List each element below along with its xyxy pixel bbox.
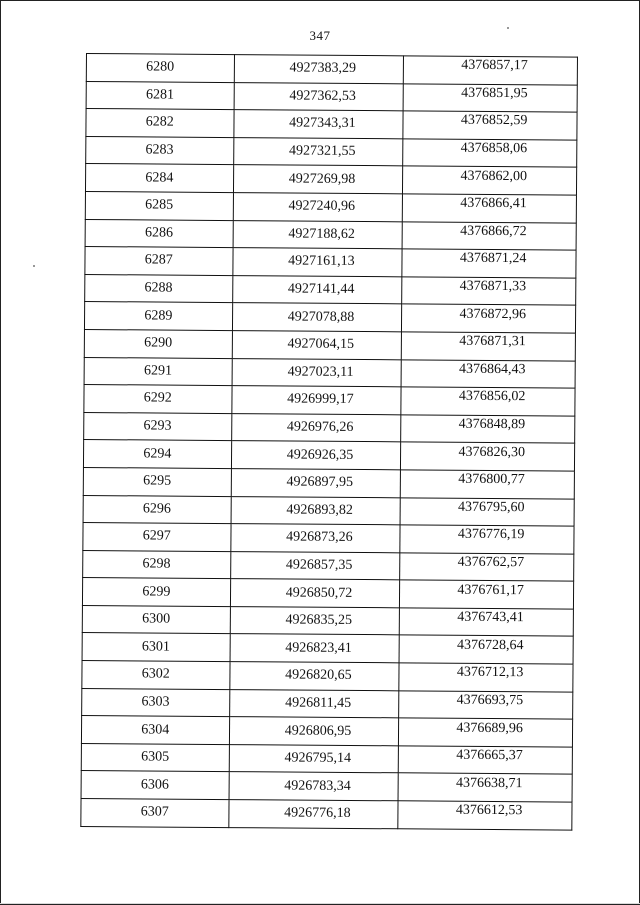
table-row: [83, 467, 574, 498]
x-coordinate-value: 4926976,26: [286, 419, 354, 435]
point-id-value: 6295: [143, 473, 172, 489]
table-row: [82, 661, 573, 692]
x-coordinate-cell: [228, 800, 398, 829]
y-coordinate-cell: [402, 277, 576, 306]
x-coordinate-value: 4927161,13: [288, 253, 355, 270]
point-id-cell: [82, 605, 230, 634]
point-id-cell: [83, 440, 231, 469]
point-id-cell: [82, 688, 230, 717]
y-coordinate-value: 4376612,53: [455, 803, 523, 819]
x-coordinate-value: 4927078,88: [287, 309, 355, 325]
x-coordinate-cell: [231, 468, 401, 497]
point-id-value: 6300: [142, 611, 171, 627]
x-coordinate-cell: [233, 165, 403, 194]
coordinates-table-body: [81, 54, 578, 830]
y-coordinate-value: 4376862,00: [460, 168, 528, 184]
point-id-cell: [85, 219, 233, 248]
y-coordinate-cell: [398, 773, 572, 802]
table-row: [85, 191, 576, 222]
point-id-value: 6307: [140, 804, 169, 820]
table-row: [83, 440, 574, 471]
point-id-value: 6280: [146, 59, 175, 75]
x-coordinate-value: 4926783,34: [284, 778, 351, 794]
table-row: [85, 274, 576, 305]
x-coordinate-value: 4926820,65: [285, 667, 352, 684]
x-coordinate-value: 4926835,25: [285, 612, 353, 629]
point-id-value: 6287: [144, 252, 173, 269]
y-coordinate-cell: [401, 442, 575, 471]
table-row: [86, 109, 577, 140]
y-coordinate-value: 4376665,37: [456, 747, 523, 764]
y-coordinate-value: 4376851,95: [461, 85, 528, 102]
point-id-cell: [81, 743, 229, 772]
x-coordinate-cell: [230, 634, 400, 663]
table-row: [82, 605, 573, 636]
y-coordinate-cell: [400, 497, 574, 526]
y-coordinate-cell: [403, 166, 577, 195]
table-row: [81, 743, 572, 774]
x-coordinate-cell: [230, 579, 400, 608]
x-coordinate-value: 4927362,53: [289, 88, 356, 104]
x-coordinate-value: 4926795,14: [284, 750, 352, 767]
y-coordinate-value: 4376872,96: [459, 306, 527, 322]
x-coordinate-cell: [231, 496, 401, 525]
x-coordinate-value: 4927343,31: [289, 115, 356, 132]
y-coordinate-cell: [402, 332, 576, 361]
x-coordinate-value: 4927141,44: [287, 281, 355, 298]
y-coordinate-value: 4376743,41: [457, 609, 524, 626]
table-row: [83, 523, 574, 554]
point-id-value: 6298: [142, 556, 171, 572]
table-row: [82, 633, 573, 664]
y-coordinate-cell: [401, 387, 575, 416]
point-id-value: 6294: [143, 446, 172, 462]
y-coordinate-cell: [403, 139, 577, 168]
x-coordinate-cell: [229, 717, 399, 746]
y-coordinate-value: 4376848,89: [458, 416, 526, 433]
table-row: [85, 247, 576, 278]
point-id-value: 6303: [141, 694, 170, 710]
point-id-value: 6285: [145, 197, 174, 213]
table-row: [86, 81, 577, 112]
x-coordinate-value: 4927240,96: [288, 198, 356, 215]
y-coordinate-cell: [401, 359, 575, 388]
x-coordinate-cell: [234, 55, 404, 84]
point-id-value: 6292: [143, 390, 172, 407]
x-coordinate-value: 4926850,72: [285, 585, 353, 601]
table-row: [81, 716, 572, 747]
x-coordinate-cell: [233, 220, 403, 249]
table-row: [82, 578, 573, 609]
point-id-cell: [86, 136, 234, 165]
point-id-value: 6296: [142, 501, 172, 517]
x-coordinate-cell: [232, 303, 402, 332]
table-row: [81, 771, 572, 802]
point-id-value: 6305: [141, 749, 170, 765]
x-coordinate-value: 4926823,41: [285, 640, 352, 656]
y-coordinate-value: 4376689,96: [456, 720, 524, 736]
table-row: [82, 688, 573, 719]
y-coordinate-cell: [399, 663, 573, 692]
y-coordinate-value: 4376864,43: [459, 361, 526, 378]
point-id-cell: [85, 274, 233, 303]
y-coordinate-value: 4376871,31: [459, 333, 526, 350]
y-coordinate-cell: [399, 635, 573, 664]
point-id-cell: [82, 633, 230, 662]
y-coordinate-value: 4376728,64: [457, 637, 524, 653]
y-coordinate-value: 4376795,60: [458, 499, 525, 516]
table-row: [84, 385, 575, 416]
table-row: [84, 357, 575, 388]
y-coordinate-cell: [401, 415, 575, 444]
y-coordinate-cell: [402, 249, 576, 278]
y-coordinate-cell: [404, 56, 578, 85]
x-coordinate-cell: [234, 82, 404, 111]
y-coordinate-value: 4376826,30: [458, 444, 526, 460]
point-id-cell: [84, 385, 232, 414]
point-id-value: 6289: [144, 308, 173, 324]
x-coordinate-value: 4927321,55: [288, 143, 356, 160]
y-coordinate-value: 4376856,02: [458, 389, 526, 405]
y-coordinate-cell: [403, 194, 577, 223]
point-id-value: 6281: [145, 87, 175, 103]
y-coordinate-cell: [401, 470, 575, 499]
y-coordinate-cell: [400, 608, 574, 637]
y-coordinate-cell: [403, 83, 577, 112]
x-coordinate-value: 4926857,35: [285, 557, 353, 573]
y-coordinate-cell: [400, 553, 574, 582]
x-coordinate-value: 4926811,45: [285, 695, 352, 711]
y-coordinate-cell: [399, 746, 573, 775]
table-row: [84, 302, 575, 333]
point-id-cell: [86, 81, 234, 110]
y-coordinate-cell: [400, 580, 574, 609]
point-id-value: 6291: [143, 363, 173, 379]
point-id-value: 6290: [144, 335, 173, 351]
point-id-cell: [83, 550, 231, 579]
table-row: [84, 412, 575, 443]
point-id-cell: [85, 164, 233, 193]
point-id-cell: [84, 412, 232, 441]
y-coordinate-value: 4376871,24: [459, 251, 527, 267]
point-id-cell: [84, 329, 232, 358]
x-coordinate-value: 4927383,29: [289, 60, 357, 77]
point-id-value: 6302: [141, 666, 170, 682]
point-id-cell: [81, 716, 229, 745]
x-coordinate-cell: [229, 689, 399, 718]
x-coordinate-cell: [232, 275, 402, 304]
point-id-value: 6293: [143, 418, 172, 434]
scan-speck: [33, 265, 35, 267]
table-row: [81, 799, 572, 830]
x-coordinate-cell: [231, 386, 401, 415]
y-coordinate-cell: [403, 111, 577, 140]
y-coordinate-value: 4376871,33: [459, 278, 527, 295]
point-id-value: 6301: [141, 639, 171, 655]
point-id-cell: [83, 467, 231, 496]
coordinates-table: [80, 53, 578, 830]
point-id-cell: [82, 661, 230, 690]
y-coordinate-value: 4376857,17: [461, 58, 528, 74]
y-coordinate-value: 4376858,06: [460, 140, 528, 157]
point-id-cell: [86, 54, 234, 83]
y-coordinate-value: 4376866,72: [460, 223, 527, 240]
x-coordinate-value: 4927188,62: [288, 226, 355, 242]
x-coordinate-value: 4927064,15: [287, 336, 355, 353]
y-coordinate-value: 4376866,41: [460, 196, 527, 212]
table-row: [85, 164, 576, 195]
x-coordinate-value: 4927023,11: [287, 364, 354, 380]
point-id-value: 6306: [140, 777, 169, 793]
x-coordinate-value: 4926873,26: [286, 529, 353, 546]
x-coordinate-cell: [232, 331, 402, 360]
point-id-cell: [84, 302, 232, 331]
y-coordinate-value: 4376761,17: [457, 582, 525, 598]
point-id-cell: [84, 357, 232, 386]
y-coordinate-cell: [402, 304, 576, 333]
point-id-cell: [81, 771, 229, 800]
point-id-value: 6282: [145, 114, 174, 131]
point-id-cell: [86, 109, 234, 138]
x-coordinate-value: 4926806,95: [284, 723, 352, 739]
point-id-value: 6284: [145, 170, 174, 186]
y-coordinate-value: 4376852,59: [460, 113, 528, 129]
y-coordinate-value: 4376712,13: [456, 665, 524, 681]
x-coordinate-cell: [229, 772, 399, 801]
table-row: [84, 329, 575, 360]
y-coordinate-value: 4376762,57: [457, 554, 525, 571]
x-coordinate-value: 4926893,82: [286, 502, 353, 518]
y-coordinate-value: 4376776,19: [457, 527, 525, 543]
x-coordinate-cell: [232, 248, 402, 277]
point-id-cell: [83, 523, 231, 552]
scan-speck: [507, 27, 509, 29]
y-coordinate-cell: [399, 718, 573, 747]
table-row: [83, 550, 574, 581]
table-row: [86, 54, 577, 85]
y-coordinate-cell: [400, 525, 574, 554]
point-id-value: 6297: [142, 528, 171, 545]
x-coordinate-cell: [230, 606, 400, 635]
y-coordinate-cell: [399, 690, 573, 719]
point-id-value: 6286: [144, 225, 174, 241]
point-id-value: 6304: [141, 721, 170, 738]
point-id-cell: [81, 799, 229, 828]
x-coordinate-cell: [233, 110, 403, 139]
x-coordinate-cell: [230, 524, 400, 553]
x-coordinate-cell: [231, 413, 401, 442]
table-row: [86, 136, 577, 167]
table-row: [85, 219, 576, 250]
point-id-cell: [82, 578, 230, 607]
table-row: [83, 495, 574, 526]
y-coordinate-value: 4376638,71: [455, 775, 523, 791]
x-coordinate-value: 4926776,18: [284, 805, 351, 822]
x-coordinate-value: 4926999,17: [287, 391, 354, 408]
x-coordinate-cell: [229, 662, 399, 691]
x-coordinate-cell: [233, 193, 403, 222]
point-id-value: 6299: [142, 584, 171, 600]
scan-edge-line: [0, 903, 640, 904]
x-coordinate-cell: [232, 358, 402, 387]
point-id-cell: [83, 495, 231, 524]
y-coordinate-value: 4376800,77: [458, 471, 525, 488]
x-coordinate-cell: [233, 137, 403, 166]
point-id-cell: [85, 247, 233, 276]
x-coordinate-value: 4926926,35: [286, 447, 354, 463]
point-id-value: 6283: [145, 142, 174, 158]
y-coordinate-cell: [398, 801, 572, 830]
x-coordinate-cell: [230, 551, 400, 580]
x-coordinate-value: 4927269,98: [288, 171, 356, 187]
x-coordinate-value: 4926897,95: [286, 474, 354, 491]
x-coordinate-cell: [231, 441, 401, 470]
page-number: 347: [309, 28, 331, 43]
point-id-cell: [85, 191, 233, 220]
x-coordinate-cell: [229, 744, 399, 773]
y-coordinate-cell: [402, 221, 576, 250]
point-id-value: 6288: [144, 280, 173, 296]
y-coordinate-value: 4376693,75: [456, 692, 524, 709]
